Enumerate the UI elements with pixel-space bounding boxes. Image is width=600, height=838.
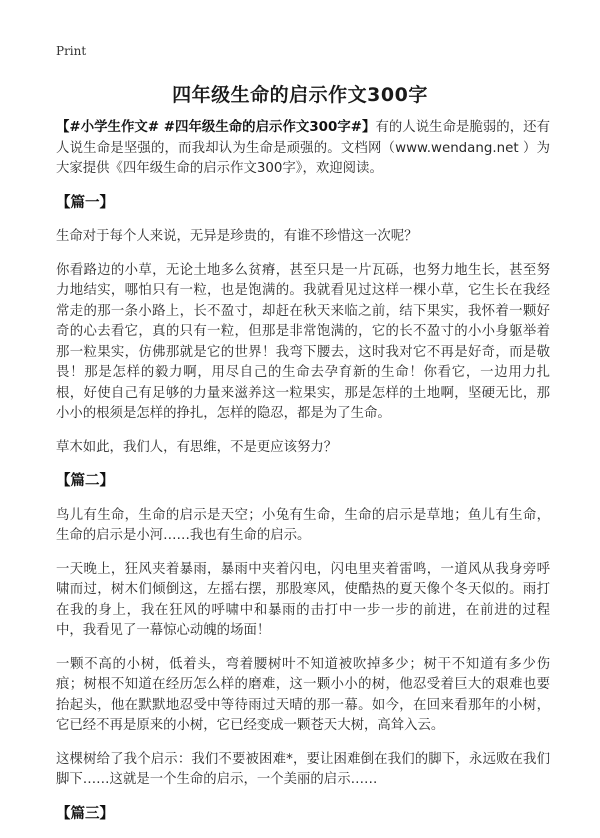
paragraph: 一颗不高的小树，低着头，弯着腰树叶不知道被吹掉多少；树干不知道有多少伤痕；树根不知道在经历怎么样的磨难，这一颗小小的树，他忍受着巨大的艰难也要抬起头，他在默默地忍受中等待雨过天晴的那一幕。如今，在回来看那年的小树，它已经不再是原来的小树，它已经变成一颗苍天大树，高耸入云。: [56, 656, 550, 733]
page-title: 四年级生命的启示作文300字: [172, 84, 428, 106]
section-heading-3: 【篇三】: [56, 805, 114, 822]
paragraph: 鸟儿有生命，生命的启示是天空；小兔有生命，生命的启示是草地；鱼儿有生命，生命的启示是小河……我也有生命的启示。: [56, 507, 550, 543]
intro-paragraph: [56, 118, 550, 180]
article-body: [56, 118, 550, 838]
section-heading-2: 【篇二】: [56, 473, 114, 489]
intro-text: 有的人说生命是脆弱的，还有人说生命是坚强的，而我却认为生命是顽强的。文档网（www.wendang.net ）为大家提供《四年级生命的启示作文300字》，欢迎阅读。: [56, 120, 550, 176]
paragraph: 这棵树给了我个启示：我们不要被困难*，要让困难倒在我们的脚下，永远败在我们脚下……这就是一个生命的启示，一个美丽的启示……: [56, 751, 550, 787]
print-label: Print: [56, 44, 87, 58]
paragraph: 生命对于每个人来说，无异是珍贵的，有谁不珍惜这一次呢？: [56, 229, 418, 244]
paragraph: 一天晚上，狂风夹着暴雨，暴雨中夹着闪电，闪电里夹着雷鸣，一道风从我身旁呼啸而过，树木们倾倒这，左摇右摆，那股寒风，使酷热的夏天像个冬天似的。雨打在我的身上，我在狂风的呼啸中和暴雨的击打中一步一步的前进，在前进的过程中，我看见了一幕惊心动魄的场面！: [56, 561, 550, 638]
paragraph: 草木如此，我们人，有思维，不是更应该努力？: [56, 439, 338, 455]
paragraph: 你看路边的小草，无论土地多么贫瘠，甚至只是一片瓦砾，也努力地生长，甚至努力地结实，哪怕只有一粒，也是饱满的。我就看见过这样一棵小草，它生长在我经常走的那一条小路上，长不盈寸，却赶在秋天来临之前，结下果实，我怀着一颗好奇的心去看它，真的只有一粒，但那是非常饱满的，它的长不盈寸的小小身躯举着那一粒果实，仿佛那就是它的世界！我弯下腰去，这时我对它不再是好奇，而是敬畏！那是怎样的毅力啊，用尽自己的生命去孕育新的生命！你看它，一边用力扎根，好使自己有足够的力量来滋养这一粒果实，那是怎样的土地啊，坚硬无比，那小小的根须是怎样的挣扎，怎样的隐忍，都是为了生命。: [56, 262, 550, 421]
intro-tag: 【#小学生作文# #四年级生命的启示作文300字#】: [56, 120, 376, 135]
section-heading-1: 【篇一】: [56, 194, 114, 211]
